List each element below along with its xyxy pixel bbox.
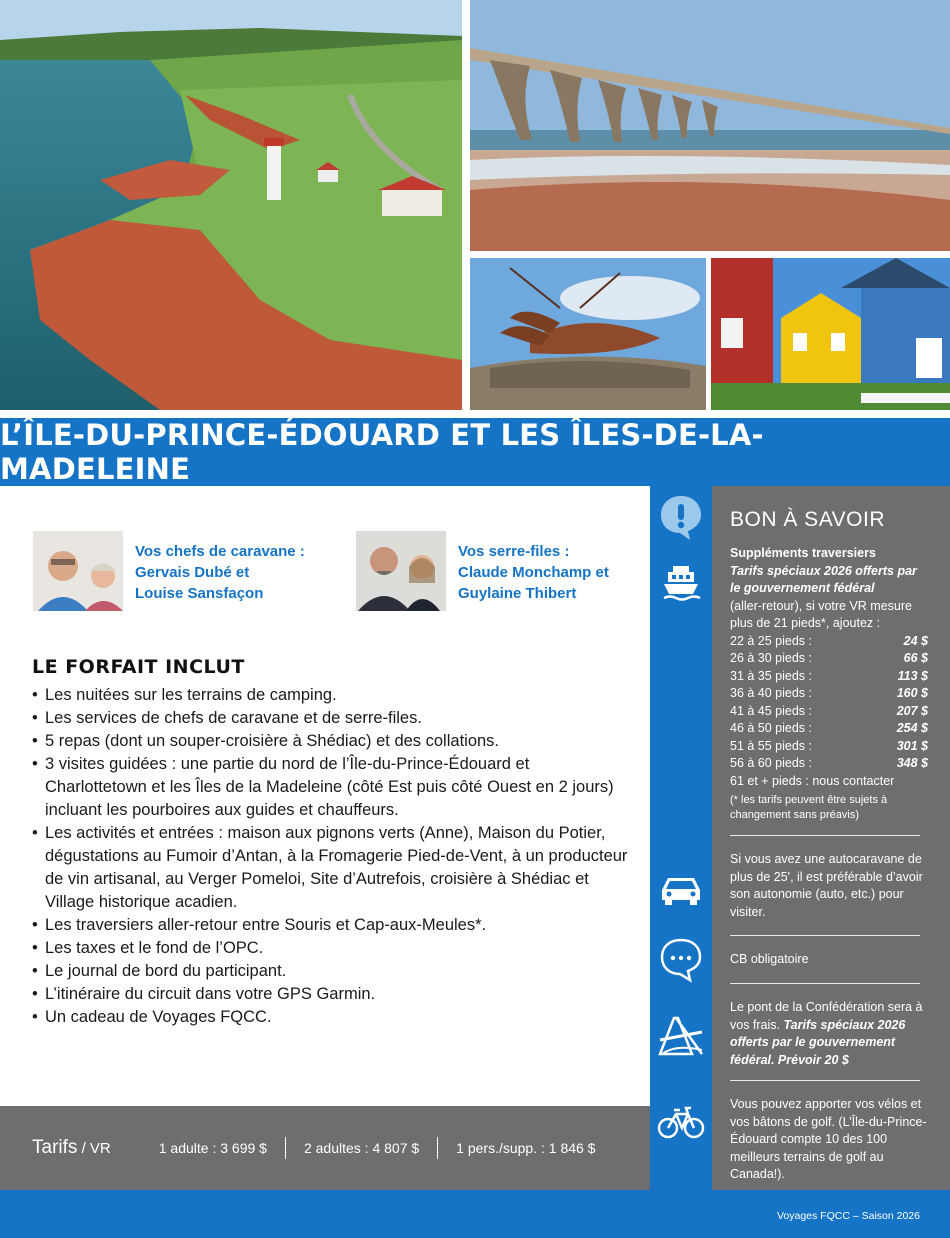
list-item: • 3 visites guidées : une partie du nord de l’Île-du-Prince-Édouard et Charlottetown et les Îles de la Madeleine (côté Est puis côté Ouest en 2 jours) incluant les pourboires aux guides et chauffeurs. [32, 753, 632, 822]
table-row: 46 à 50 pieds : 254 $ [730, 721, 928, 735]
confederation-bridge-photo [470, 0, 950, 251]
ferry-icon [656, 556, 706, 606]
forfait-heading: LE FORFAIT INCLUT [32, 656, 245, 678]
bike-info: Vous pouvez apporter vos vélos et vos bâtons de golf. (L’Île-du-Prince-Édouard compte 10 des 100 meilleurs terrains de golf au Canada!). [730, 1097, 927, 1181]
divider [730, 835, 920, 836]
sweep-leaders-photo [356, 531, 446, 611]
car-info: Si vous avez une autocaravane de plus de 25', il est préférable d’avoir son autonomie (auto, etc.) pour visiter. [730, 852, 923, 919]
chat-icon [656, 934, 706, 984]
table-row: 26 à 30 pieds : 66 $ [730, 651, 928, 665]
sweep-leaders [356, 531, 609, 611]
main-content [0, 486, 650, 1106]
icon-strip [650, 486, 712, 1190]
colorful-houses-photo [711, 258, 950, 410]
caravan-leaders [33, 531, 305, 611]
divider [730, 935, 920, 936]
table-row: 31 à 35 pieds : 113 $ [730, 668, 928, 683]
tarifs-bar [0, 1106, 650, 1190]
price-1-adult: 1 adulte : 3 699 $ [158, 1140, 267, 1156]
ferry-supplements [730, 545, 928, 823]
list-item: • 5 repas (dont un souper-croisière à Shédiac) et des collations. [32, 730, 632, 753]
sweep-leaders-names-2: Guylaine Thibert [458, 585, 577, 602]
list-item: • Un cadeau de Voyages FQCC. [32, 1006, 632, 1029]
caravan-leaders-names: Gervais Dubé et [135, 564, 250, 581]
list-item: • Les activités et entrées : maison aux pignons verts (Anne), Maison du Potier, dégustations au Fumoir d’Antan, à la Fromagerie Pied-de-Vent, à un producteur de vin artisanal, au Verger Pomeloi, Site d’Autrefois, croisière à Shédiac et Village historique acadien. [32, 822, 632, 914]
list-item: • Les taxes et le fond de l’OPC. [32, 937, 632, 960]
price-2-adults: 2 adultes : 4 807 $ [303, 1140, 420, 1156]
table-row: 56 à 60 pieds : 348 $ [730, 756, 928, 770]
ferry-more: 61 et + pieds : nous contacter [730, 773, 895, 788]
list-item: • Les services de chefs de caravane et de serre-files. [32, 707, 632, 730]
caravan-leaders-photo [33, 531, 123, 611]
footer-text: Voyages FQCC – Saison 2026 [776, 1210, 920, 1222]
table-row: 51 à 55 pieds : 301 $ [730, 738, 928, 753]
tarifs-label: Tarifs / VR [32, 1137, 111, 1158]
ferry-intro: (aller-retour), si votre VR mesure plus de 21 pieds*, ajoutez : [730, 598, 912, 630]
table-row: 36 à 40 pieds : 160 $ [730, 686, 928, 700]
ferry-special: Tarifs spéciaux 2026 offerts par le gouvernement fédéral [730, 563, 917, 595]
price-extra-person: 1 pers./supp. : 1 846 $ [456, 1140, 596, 1156]
list-item: • L’itinéraire du circuit dans votre GPS Garmin. [32, 983, 632, 1006]
info-icon [656, 492, 706, 542]
caravan-leaders-names-2: Louise Sansfaçon [135, 585, 264, 602]
sweep-leaders-names: Claude Monchamp et [458, 564, 609, 581]
table-row: 41 à 45 pieds : 207 $ [730, 703, 928, 718]
bicycle-icon [656, 1096, 706, 1146]
lighthouse-cliffs-photo [0, 0, 462, 410]
footer [0, 1190, 950, 1238]
title-banner [0, 418, 950, 486]
table-row: 22 à 25 pieds : 24 $ [730, 633, 928, 648]
bon-a-savoir-heading: BON À SAVOIR [730, 508, 885, 531]
lobster-statue-photo [470, 258, 706, 410]
divider [730, 1080, 920, 1081]
list-item: • Les traversiers aller-retour entre Souris et Cap-aux-Meules*. [32, 914, 632, 937]
forfait-list [32, 684, 632, 1029]
ferry-note: (* les tarifs peuvent être sujets à changement sans préavis) [730, 794, 888, 821]
list-item: • Les nuitées sur les terrains de camping. [32, 684, 632, 707]
sweep-leaders-role: Vos serre-files : [458, 543, 570, 560]
ferry-rate-table [730, 633, 928, 773]
bon-a-savoir-panel [712, 486, 950, 1190]
ferry-title: Suppléments traversiers [730, 546, 876, 560]
car-icon [656, 864, 706, 914]
caravan-leaders-role: Vos chefs de caravane : [135, 543, 305, 560]
divider [730, 983, 920, 984]
cb-info: CB obligatoire [730, 952, 809, 966]
bridge-info: Le pont de la Confédération sera à vos frais. Tarifs spéciaux 2026 offerts par le gouvernement fédéral. Prévoir 20 $ [730, 1000, 923, 1067]
list-item: • Le journal de bord du participant. [32, 960, 632, 983]
page-title: L’ÎLE-DU-PRINCE-ÉDOUARD ET LES ÎLES-DE-LA-MADELEINE [0, 418, 764, 486]
bridge-icon [656, 1010, 706, 1060]
